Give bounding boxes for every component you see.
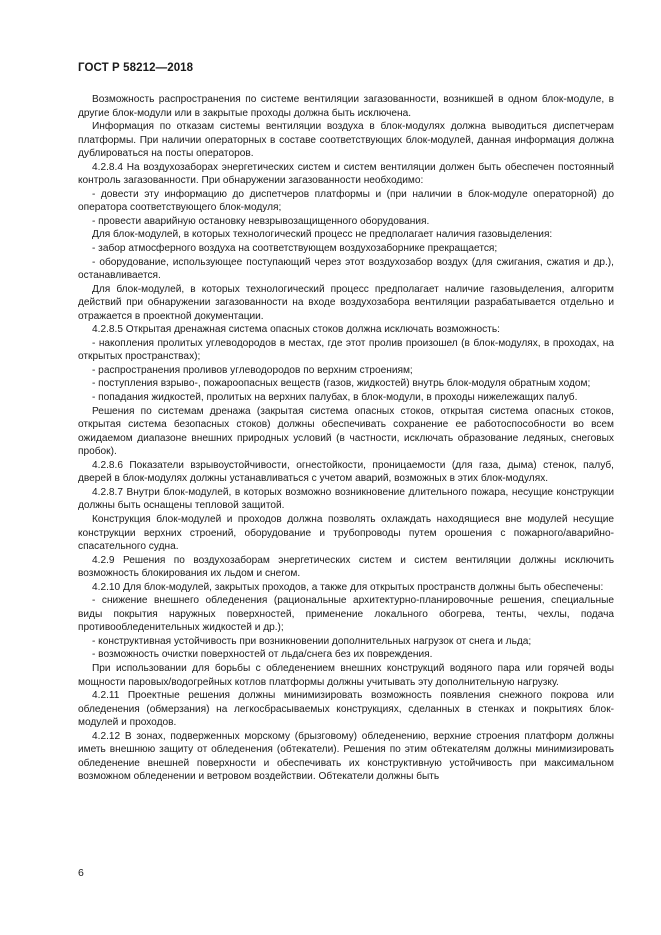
- page-number: 6: [78, 867, 84, 879]
- paragraph: 4.2.9 Решения по воздухозаборам энергетических систем и систем вентиляции должны исключить возможность блокирования их льдом и снегом.: [78, 554, 614, 580]
- paragraph: Конструкция блок-модулей и проходов должна позволять охлаждать находящиеся вне модулей несущие конструкции верхних строений, оборудование и трубопроводы путем орошения с пожарного/аварийно-спасательного судна.: [78, 513, 614, 553]
- paragraph: Информация по отказам системы вентиляции воздуха в блок-модулях должна выводиться диспетчерам платформы. При наличии операторных в составе соответствующих блок-модулей, данная информация должна дублироваться на посты операторов.: [78, 121, 614, 160]
- paragraph: Решения по системам дренажа (закрытая система опасных стоков, открытая система опасных стоков, открытая система безопасных стоков) должны обеспечивать сохранение ее работоспособности во всем ожидаемом диапазоне внешних природных условий (в частности, исключать образование ледяных, снеговых пробок).: [78, 405, 614, 458]
- list-item: - снижение внешнего обледенения (рациональные архитектурно-планировочные решения, специальные виды покрытия наружных поверхностей, применение локального обогрева, тенты, чехлы, подача противообледенительных жидкостей и др.);: [78, 595, 614, 634]
- paragraph: 4.2.8.5 Открытая дренажная система опасных стоков должна исключать возможность:: [92, 324, 500, 336]
- standard-header: ГОСТ Р 58212—2018: [78, 62, 194, 74]
- list-item: - конструктивная устойчивость при возникновении дополнительных нагрузок от снега и льда;: [92, 635, 532, 647]
- paragraph: 4.2.12 В зонах, подверженных морскому (брызговому) обледенению, верхние строения платформ должны иметь внешнюю защиту от обледенения (обтекатели). Решения по этим обтекателям должны минимизировать обледенение внешней поверхности и обеспечивать их конструктивную устойчивость при максимальном возможном обледенении и ветровом воздействии. Обтекатели должны быть: [78, 730, 614, 783]
- list-item: - провести аварийную остановку невзрывозащищенного оборудования.: [92, 215, 430, 227]
- list-item: - довести эту информацию до диспетчеров платформы и (при наличии в блок-модуле операторной) до оператора соответствующего блок-модуля;: [78, 188, 614, 214]
- list-item: - поступления взрыво-, пожароопасных веществ (газов, жидкостей) внутрь блок-модуля обратным ходом;: [92, 378, 591, 390]
- paragraph: При использовании для борьбы с обледенением внешних конструкций водяного пара или горячей воды мощности паровых/водогрейных котлов платформы должны учитывать эту дополнительную нагрузку.: [78, 662, 614, 688]
- list-item: - возможность очистки поверхностей от льда/снега без их повреждения.: [92, 649, 433, 661]
- paragraph: Для блок-модулей, в которых технологический процесс предполагает наличие газовыделения, алгоритм действий при обнаружении загазованности на входе воздухозабора вентиляции разрабатывается отдельно и отражается в проектной документации.: [78, 283, 614, 322]
- paragraph: 4.2.8.6 Показатели взрывоустойчивости, огнестойкости, проницаемости (для газа, дыма) стенок, палуб, дверей в блок-модулях должны устанавливаться с учетом аварий, возможных в этих блок-модулях.: [78, 459, 614, 485]
- list-item: - забор атмосферного воздуха на соответствующем воздухозаборнике прекращается;: [92, 243, 498, 255]
- paragraph: Возможность распространения по системе вентиляции загазованности, возникшей в одном блок-модуле, в другие блок-модули или в закрытые проходы должна быть исключена.: [78, 94, 614, 119]
- list-item: - распространения проливов углеводородов по верхним строениям;: [92, 364, 413, 376]
- paragraph: 4.2.10 Для блок-модулей, закрытых проходов, а также для открытых пространств должны быть обеспечены:: [92, 581, 604, 593]
- list-item: - накопления пролитых углеводородов в местах, где этот пролив произошел (в блок-модулях, в проходах, на открытых пространствах);: [78, 337, 614, 363]
- list-item: - попадания жидкостей, пролитых на верхних палубах, в блок-модули, в проходы нижележащих палуб.: [92, 392, 578, 404]
- document-body: [78, 93, 614, 784]
- paragraph: 4.2.11 Проектные решения должны минимизировать возможность появления снежного покрова или обледенения (обмерзания) на легкосбрасываемых конструкциях, сделанных в стенках и покрытиях блок-модулей и проходов.: [78, 690, 614, 729]
- list-item: - оборудование, использующее поступающий через этот воздухозабор воздух (для сжигания, сжатия и др.), останавливается.: [78, 256, 614, 282]
- paragraph: Для блок-модулей, в которых технологический процесс не предполагает наличия газовыделения:: [92, 229, 553, 241]
- paragraph: 4.2.8.4 На воздухозаборах энергетических систем и систем вентиляции должен быть обеспечен постоянный контроль загазованности. При обнаружении загазованности необходимо:: [78, 161, 614, 187]
- paragraph: 4.2.8.7 Внутри блок-модулей, в которых возможно возникновение длительного пожара, несущие конструкции должны быть оснащены тепловой защитой.: [78, 486, 614, 512]
